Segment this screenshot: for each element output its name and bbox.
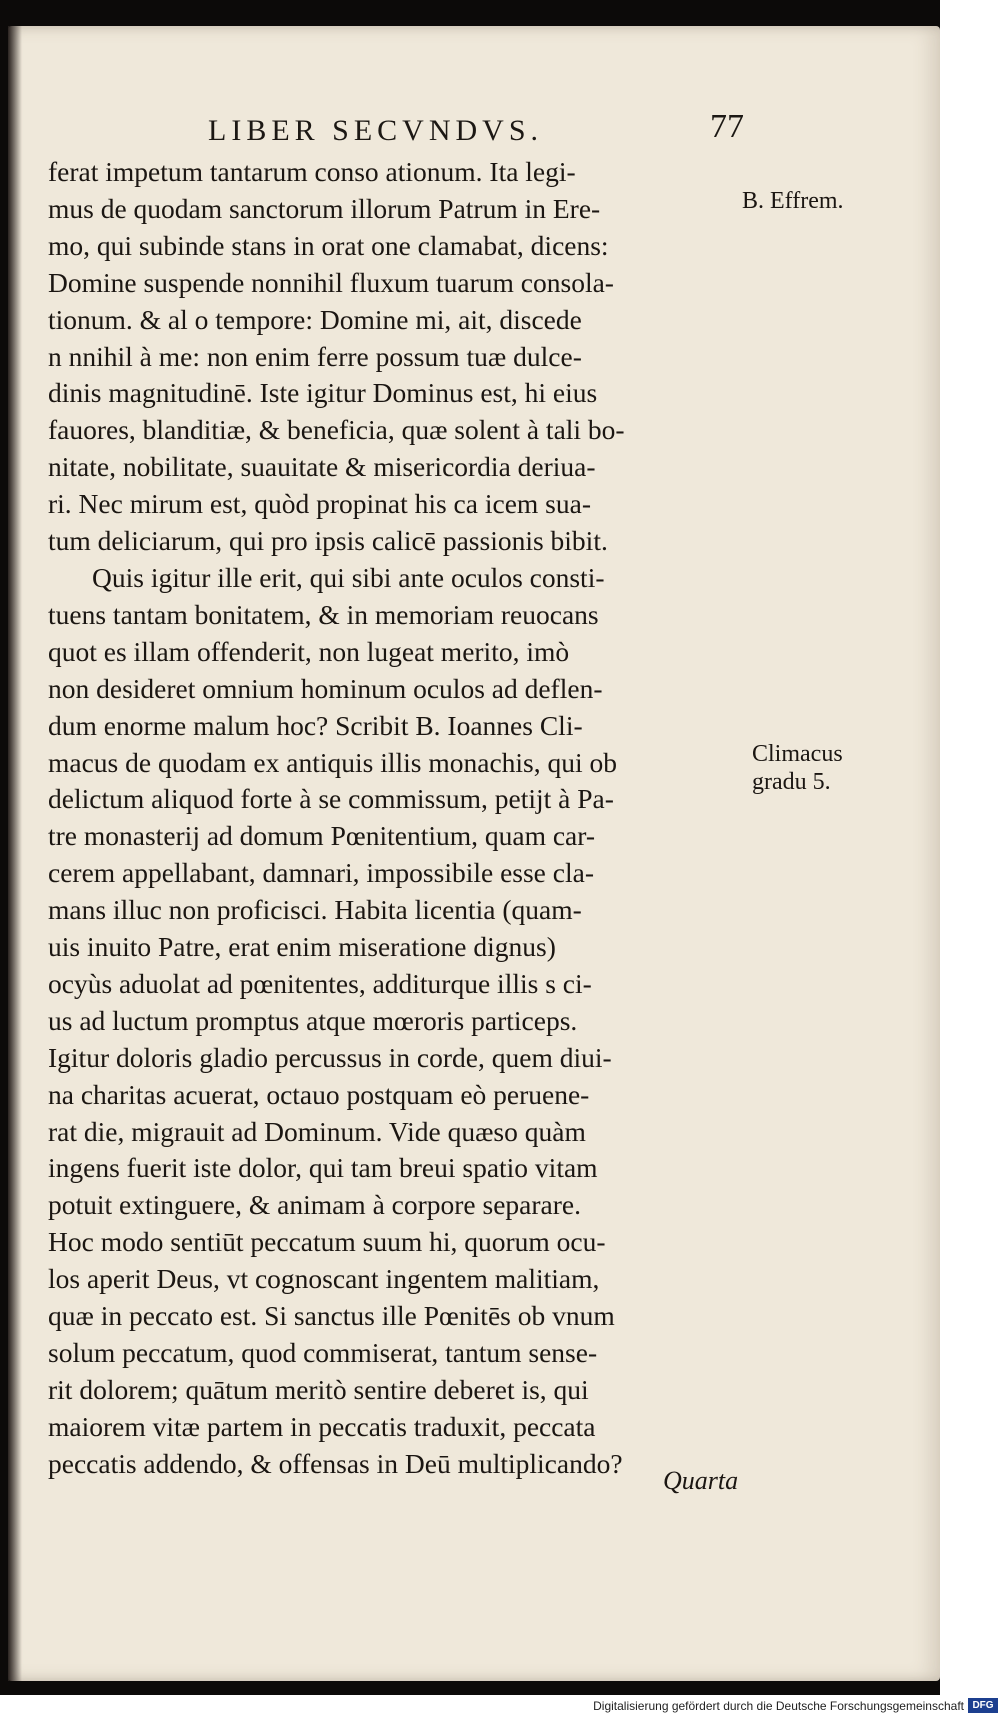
body-text xyxy=(48,154,748,1483)
text-line: potuit extinguere, & animam à corpore separare. xyxy=(48,1189,581,1221)
text-line: macus de quodam ex antiquis illis monachis, qui ob xyxy=(48,746,618,778)
catchword: Quarta xyxy=(663,1466,739,1495)
text-line: mus de quodam sanctorum illorum Patrum in Ere- xyxy=(48,192,601,224)
text-line: ferat impetum tantarum conso ationum. Ita legi- xyxy=(48,156,576,187)
text-line: uis inuito Patre, erat enim miseratione dignus) xyxy=(48,931,556,963)
text-line: delictum aliquod forte à se commissum, petijt à Pa- xyxy=(48,783,614,815)
text-line: ocyùs aduolat ad pœnitentes, additurque illis s ci- xyxy=(48,967,592,999)
text-line: quot es illam offenderit, non lugeat merito, imò xyxy=(48,635,570,667)
text-line: Hoc modo sentiūt peccatum suum hi, quorum ocu- xyxy=(48,1226,606,1258)
text-line: rat die, migrauit ad Dominum. Vide quæso quàm xyxy=(48,1115,586,1147)
page-number: 77 xyxy=(710,108,744,145)
text-line: dum enorme malum hoc? Scribit B. Ioannes Cli- xyxy=(48,709,583,741)
text-line: tum deliciarum, qui pro ipsis calicē passionis bibit. xyxy=(48,525,608,557)
text-line: los aperit Deus, vt cognoscant ingentem malitiam, xyxy=(48,1263,600,1295)
text-line: tionum. & al o tempore: Domine mi, ait, discede xyxy=(48,303,582,335)
text-line: quæ in peccato est. Si sanctus ille Pœnitēs ob vnum xyxy=(48,1300,615,1332)
marginal-note-effrem: B. Effrem. xyxy=(742,188,844,214)
text-line: mans illuc non proficisci. Habita licentia (quam- xyxy=(48,894,582,926)
page-binding-shadow xyxy=(8,26,22,1681)
text-line: fauores, blanditiæ, & beneficia, quæ solent à tali bo- xyxy=(48,414,625,446)
text-line: na charitas acuerat, octauo postquam eò peruene- xyxy=(48,1078,590,1110)
funding-credit: Digitalisierung gefördert durch die Deutsche Forschungsgemeinschaft xyxy=(593,1699,964,1713)
text-line: Domine suspende nonnihil fluxum tuarum consola- xyxy=(48,266,614,298)
marginal-note-line: Climacus xyxy=(752,741,843,767)
text-line: rit dolorem; quātum meritò sentire deberet is, qui xyxy=(48,1373,589,1405)
text-line: nitate, nobilitate, suauitate & misericordia deriua- xyxy=(48,451,596,483)
text-line: us ad luctum promptus atque mœroris particeps. xyxy=(48,1004,578,1036)
text-line: maiorem vitæ partem in peccatis traduxit, peccata xyxy=(48,1410,596,1442)
text-line: non desideret omnium hominum oculos ad deflen- xyxy=(48,672,603,704)
text-line: peccatis addendo, & offensas in Deū multiplicando? xyxy=(48,1447,623,1479)
dfg-logo: DFG xyxy=(968,1698,998,1713)
marginal-note-climacus xyxy=(752,740,843,796)
text-line: ingens fuerit iste dolor, qui tam breui spatio vitam xyxy=(48,1152,598,1184)
marginal-note-line: gradu 5. xyxy=(752,769,831,795)
running-head: LIBER SECVNDVS. xyxy=(208,114,544,147)
text-line: mo, qui subinde stans in orat one clamabat, dicens: xyxy=(48,229,609,261)
paragraph-first-line: Quis igitur ille erit, qui sibi ante oculos consti- xyxy=(92,561,605,593)
page-header xyxy=(8,108,940,154)
text-line: solum peccatum, quod commiserat, tantum sense- xyxy=(48,1337,598,1368)
text-line: tuens tantam bonitatem, & in memoriam reuocans xyxy=(48,598,599,630)
book-page xyxy=(8,26,940,1681)
text-line: cerem appellabant, damnari, impossibile esse cla- xyxy=(48,857,594,889)
text-line: tre monasterij ad domum Pœnitentium, quam car- xyxy=(48,820,596,852)
digitization-footer xyxy=(0,1695,1000,1719)
text-line: n nnihil à me: non enim ferre possum tuæ dulce- xyxy=(48,340,582,372)
text-line: ri. Nec mirum est, quòd propinat his ca icem sua- xyxy=(48,488,591,520)
text-line: Igitur doloris gladio percussus in corde, quem diui- xyxy=(48,1041,612,1073)
text-line: dinis magnitudinē. Iste igitur Dominus est, hi eius xyxy=(48,377,598,409)
